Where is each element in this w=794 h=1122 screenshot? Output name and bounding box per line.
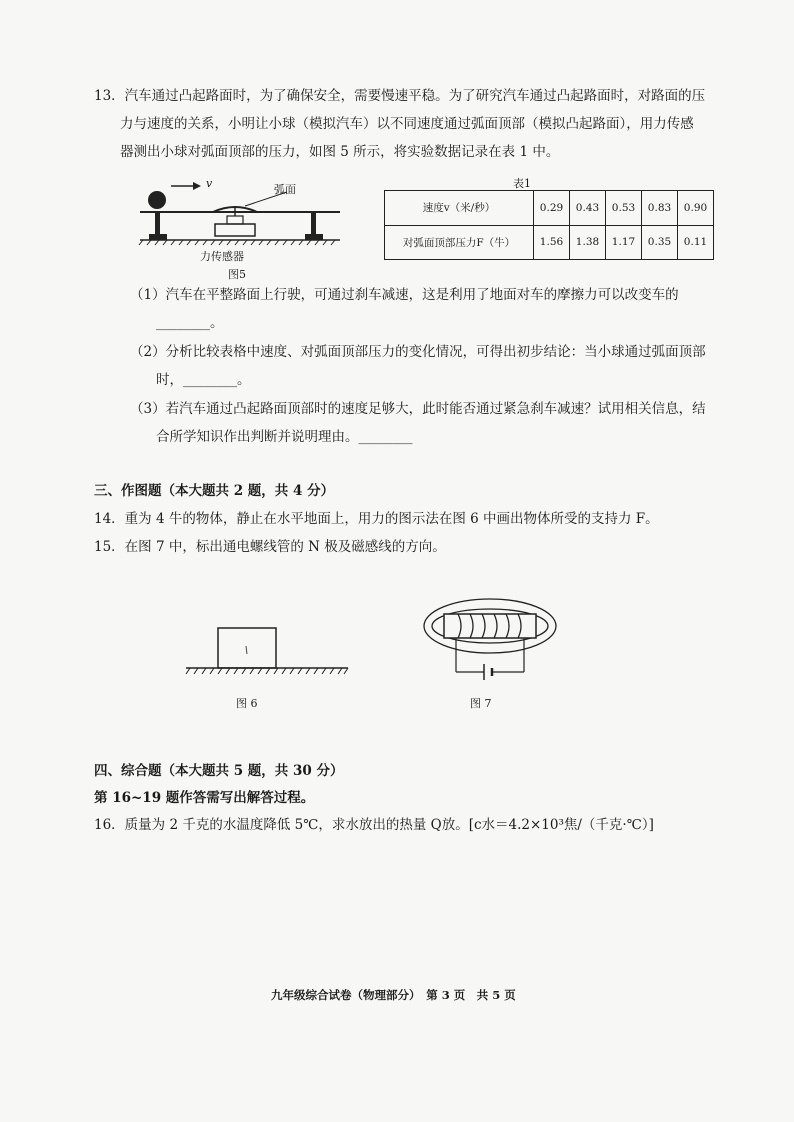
table-cell: 0.29: [534, 191, 570, 226]
fig5-v-label: v: [206, 177, 213, 190]
figure-6-diagram: [182, 620, 352, 682]
section4-note: 第 16~19 题作答需写出解答过程。: [94, 790, 315, 806]
section4-heading: 四、综合题（本大题共 5 题，共 30 分）: [94, 763, 344, 779]
q15-text: 15．在图 7 中，标出通电螺线管的 N 极及磁感线的方向。: [94, 539, 446, 555]
q13-sub1-line2: ________。: [156, 315, 224, 331]
q13-line1: 13．汽车通过凸起路面时，为了确保安全，需要慢速平稳。为了研究汽车通过凸起路面时，对路面的压: [94, 88, 706, 104]
q14-text: 14．重为 4 牛的物体，静止在水平地面上，用力的图示法在图 6 中画出物体所受的支持力 F。: [94, 511, 659, 527]
q13-line2: 力与速度的关系，小明让小球（模拟汽车）以不同速度通过弧面顶部（模拟凸起路面），用力传感: [120, 116, 694, 132]
table1-title: 表1: [513, 177, 531, 190]
table-cell: 0.90: [678, 191, 714, 226]
table-1: [384, 190, 714, 260]
fig5-sensor-label: 力传感器: [200, 250, 244, 263]
q13-sub2-line1: （2）分析比较表格中速度、对弧面顶部压力的变化情况，可得出初步结论：当小球通过弧面顶部: [130, 344, 706, 360]
table-cell: 0.83: [642, 191, 678, 226]
table-cell: 0.43: [570, 191, 606, 226]
fig6-caption: 图 6: [236, 697, 258, 710]
table-cell: 1.17: [606, 225, 642, 260]
table-cell: 1.56: [534, 225, 570, 260]
table-cell: 1.38: [570, 225, 606, 260]
table-row: [385, 191, 714, 226]
q13-sub1-line1: （1）汽车在平整路面上行驶，可通过刹车减速，这是利用了地面对车的摩擦力可以改变车的: [130, 287, 679, 303]
q13-line3: 器测出小球对弧面顶部的压力，如图 5 所示，将实验数据记录在表 1 中。: [120, 144, 560, 160]
table-cell: 0.35: [642, 225, 678, 260]
page-footer: 九年级综合试卷（物理部分） 第 3 页 共 5 页: [271, 988, 516, 1002]
q16-text: 16．质量为 2 千克的水温度降低 5℃，求水放出的热量 Q放。[c水＝4.2×10³焦/（千克·℃）]: [94, 817, 654, 833]
fig7-caption: 图 7: [470, 697, 492, 710]
q13-sub2-line2: 时，________。: [156, 372, 251, 388]
fig5-arc-label: 弧面: [274, 183, 296, 196]
q13-sub3-line1: （3）若汽车通过凸起路面顶部时的速度足够大，此时能否通过紧急刹车减速？试用相关信息，结: [130, 401, 706, 417]
q13-sub3-line2: 合所学知识作出判断并说明理由。________: [156, 429, 413, 445]
table-cell: 0.11: [678, 225, 714, 260]
table-cell: 0.53: [606, 191, 642, 226]
table-row: [385, 225, 714, 260]
table-header-speed: 速度v（米/秒）: [385, 191, 534, 226]
figure-7-diagram: [420, 596, 560, 686]
fig5-caption: 图5: [228, 268, 246, 281]
table-header-force: 对弧面顶部压力F（牛）: [385, 225, 534, 260]
section3-heading: 三、作图题（本大题共 2 题，共 4 分）: [94, 483, 335, 499]
